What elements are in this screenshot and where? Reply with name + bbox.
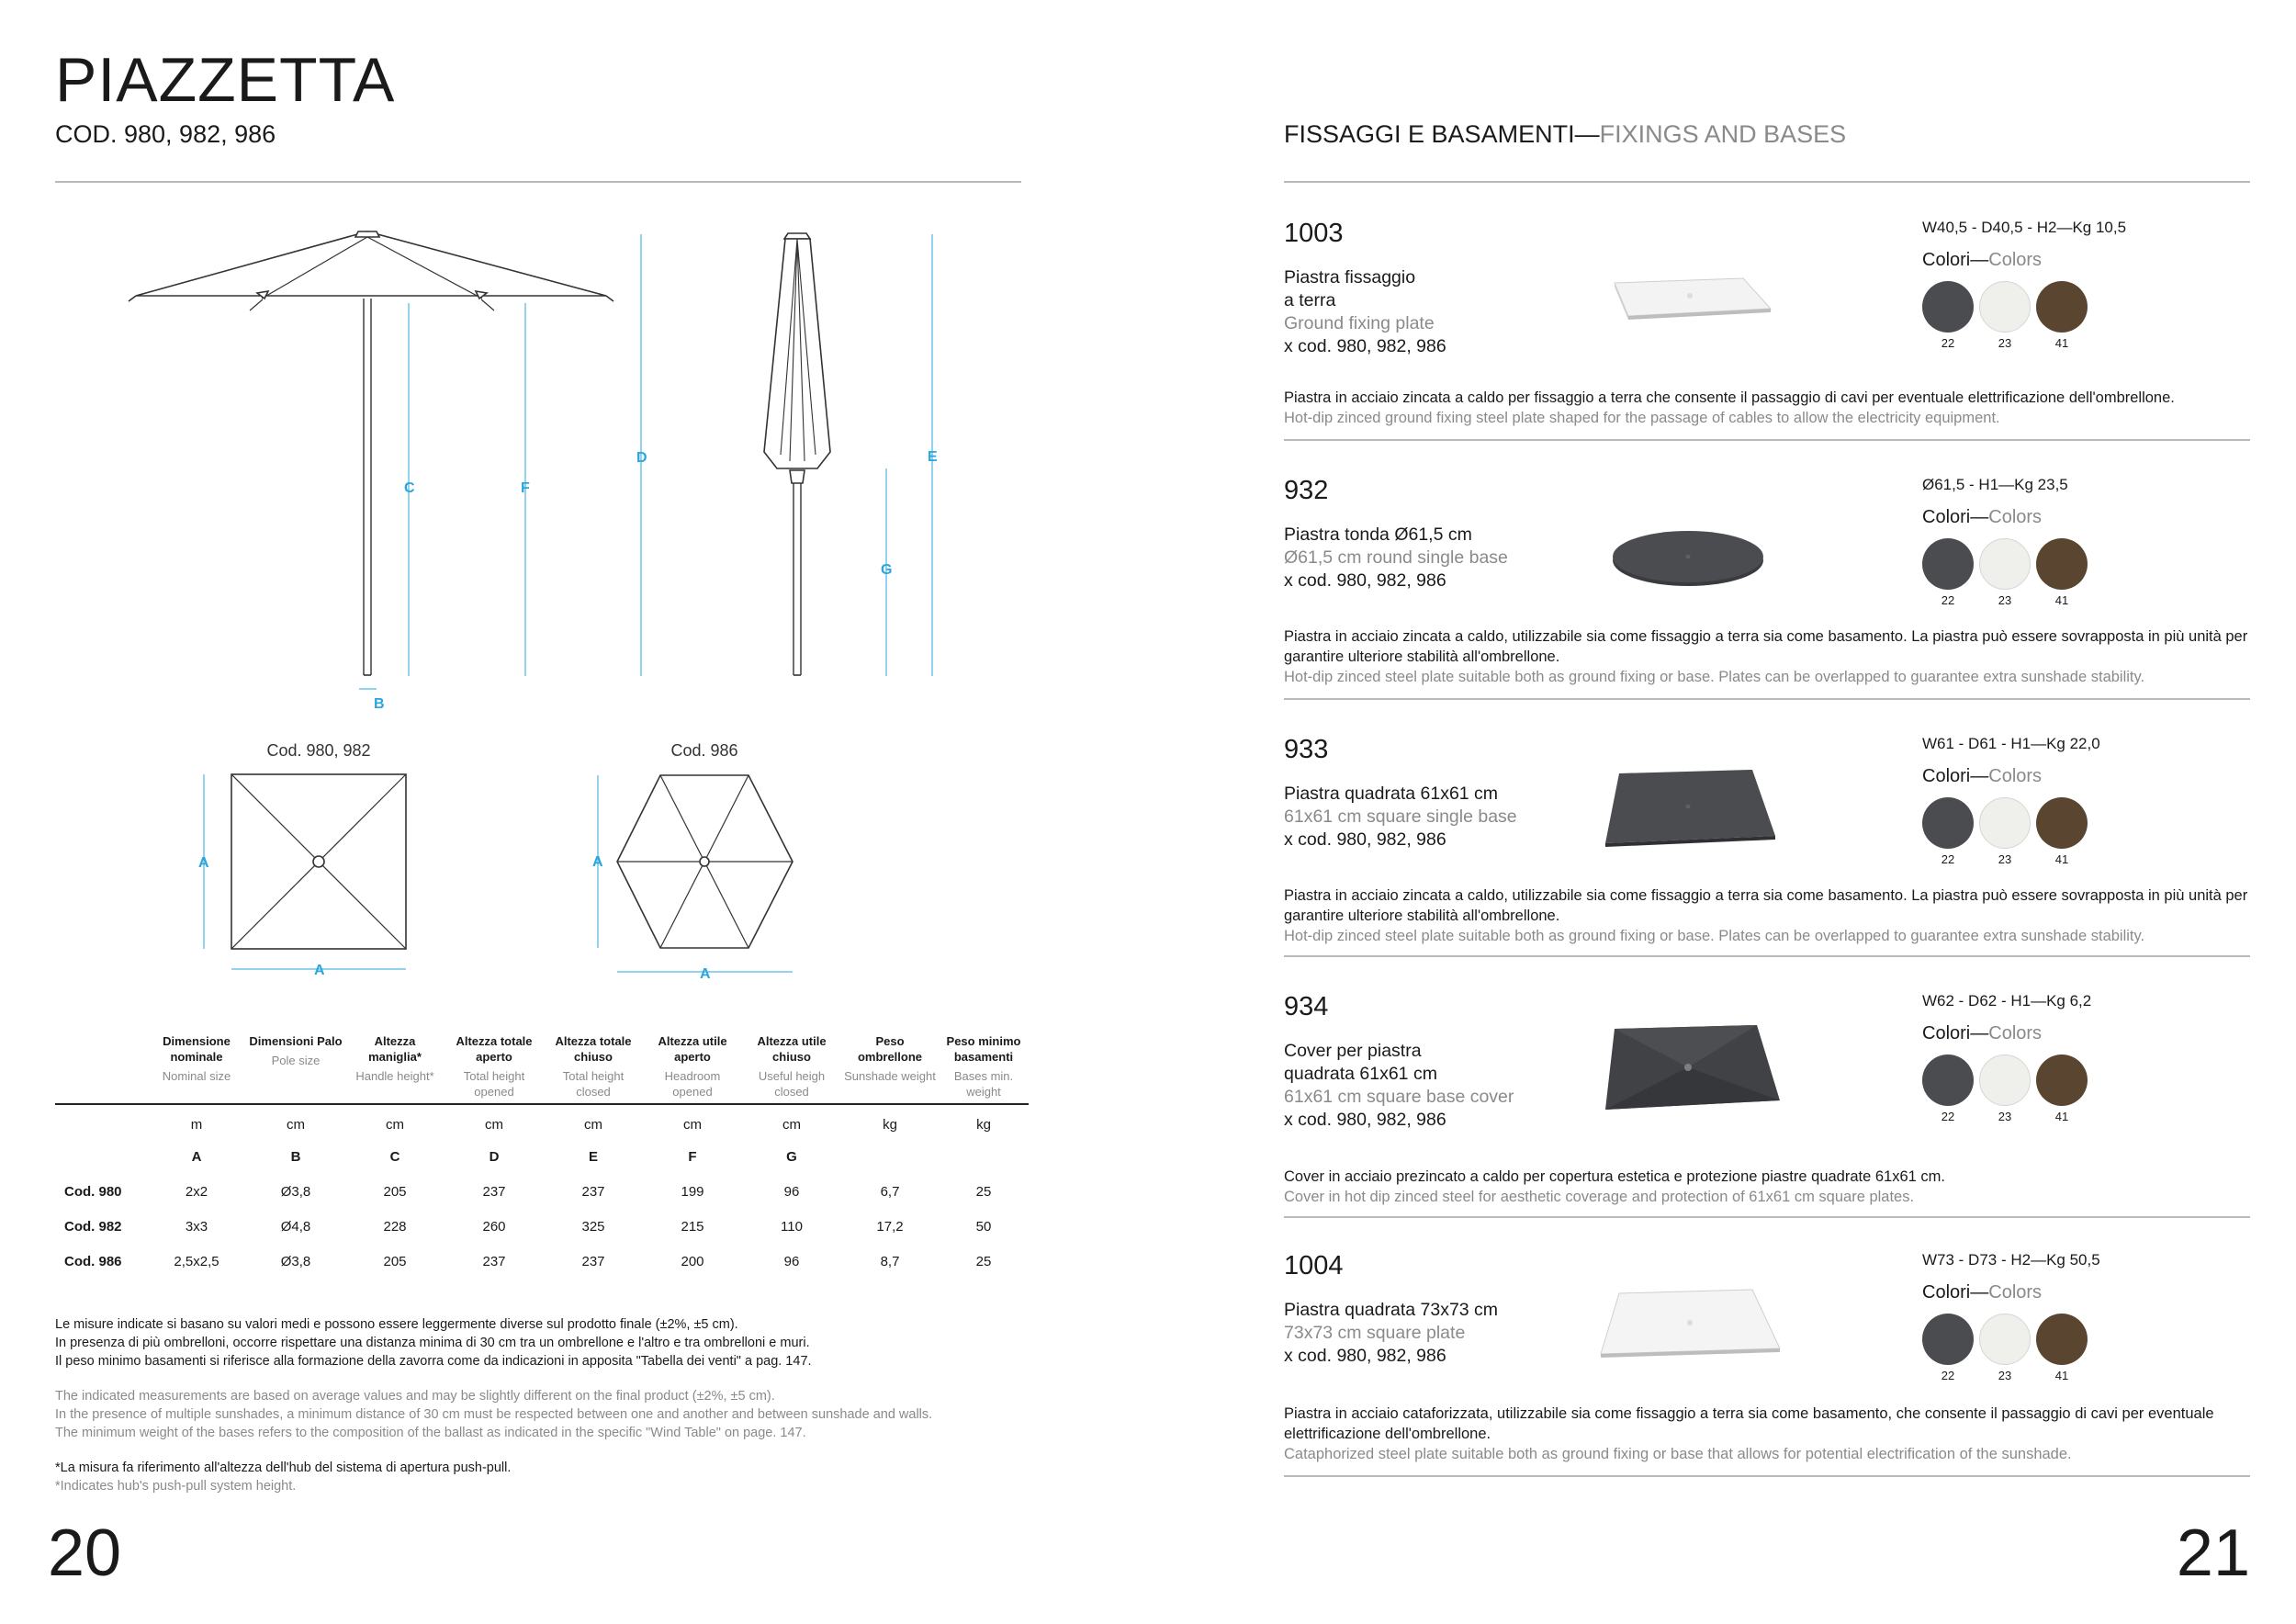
- table-header-cell: Peso ombrellone Sunshade weight: [844, 1034, 936, 1083]
- table-cell: 8,7: [880, 1253, 900, 1269]
- right-page: [1284, 0, 2250, 1624]
- hexagon-plan-drawing: [617, 775, 793, 948]
- note-en-2: In the presence of multiple sunshades, a minimum distance of 30 cm must be respected between one and another and between sunshade and walls.: [55, 1407, 933, 1422]
- hex-dimension-a-horizontal: A: [700, 966, 711, 982]
- table-units-row: [55, 1104, 1029, 1139]
- closed-umbrella-drawing: [764, 233, 830, 675]
- title-divider: [55, 181, 1021, 183]
- color-swatch-22[interactable]: [1922, 797, 1974, 849]
- unit-cell: cm: [287, 1117, 305, 1133]
- table-cell: 215: [681, 1218, 704, 1235]
- table-header-cell: Altezza utile chiuso Useful heigh closed: [757, 1034, 827, 1099]
- swatch-number: 22: [1941, 1369, 1955, 1382]
- table-cell: 237: [482, 1253, 506, 1269]
- measurement-notes: [55, 1315, 1029, 1495]
- table-cell: 237: [482, 1183, 506, 1200]
- square-dimension-a-horizontal: A: [314, 963, 325, 978]
- dimension-c-label: C: [404, 480, 415, 496]
- swatch-number: 23: [1998, 852, 2012, 866]
- dimension-d-label: D: [636, 450, 647, 466]
- color-swatch-41[interactable]: [2036, 797, 2088, 849]
- unit-cell: kg: [976, 1117, 991, 1133]
- table-cell: 2,5x2,5: [174, 1253, 219, 1269]
- letter-cell: E: [588, 1148, 598, 1165]
- left-page: [48, 0, 1029, 1624]
- letter-cell: C: [389, 1148, 400, 1165]
- color-swatches: [1922, 281, 2124, 355]
- swatch-number: 23: [1998, 1110, 2012, 1123]
- table-cell: 17,2: [876, 1218, 904, 1235]
- specification-table: [55, 1033, 1029, 1279]
- note-it-3: Il peso minimo basamenti si riferisce alla formazione della zavorra come da indicazioni in apposita "Tabella dei venti" a pag. 147.: [55, 1354, 812, 1369]
- table-cell: 200: [681, 1253, 704, 1269]
- round-base-image: [1587, 494, 1789, 595]
- table-cell: 25: [975, 1183, 992, 1200]
- letter-cell: [841, 1139, 939, 1174]
- color-swatch-41[interactable]: [2036, 1054, 2088, 1106]
- colors-title: Colori—Colors: [1922, 1282, 2043, 1303]
- unit-cell: cm: [485, 1117, 503, 1133]
- unit-cell: cm: [386, 1117, 404, 1133]
- table-header-corner: [55, 1033, 147, 1104]
- color-swatch-22[interactable]: [1922, 1314, 1974, 1365]
- color-swatch-22[interactable]: [1922, 281, 1974, 333]
- unit-cell: cm: [782, 1117, 801, 1133]
- open-umbrella-drawing: [129, 231, 613, 675]
- row-label: Cod. 980: [64, 1183, 122, 1200]
- dimension-b-label: B: [374, 696, 385, 712]
- color-swatch-23[interactable]: [1979, 797, 2031, 849]
- unit-cell: m: [190, 1117, 203, 1133]
- dimension-e-label: E: [928, 449, 938, 465]
- product-specs: Ø61,5 - H1—Kg 23,5: [1922, 476, 2068, 493]
- swatch-number: 41: [2054, 1110, 2069, 1123]
- product-name: Cover per piastra quadrata 61x61 cm 61x61 cm square base cover x cod. 980, 982, 986: [1284, 1041, 1514, 1130]
- product-933: [1284, 735, 2250, 955]
- square-plan-drawing: [231, 774, 406, 949]
- table-cell: 325: [581, 1218, 605, 1235]
- table-header-cell: Peso minimo basamenti Bases min. weight: [946, 1034, 1021, 1099]
- table-cell: 96: [783, 1253, 800, 1269]
- section-title: FISSAGGI E BASAMENTI—FIXINGS AND BASES: [1284, 120, 1847, 148]
- table-letters-row: [55, 1139, 1029, 1174]
- colors-title: Colori—Colors: [1922, 766, 2043, 786]
- product-description: Piastra in acciaio cataforizzata, utilizzabile sia come fissaggio a terra sia come basamento, che consente il passaggio di cavi per eventuale elettrificazione dell'ombrellone. Cataphorized steel plate suitable both as ground fixing or base that allows for potential electrification of the sunshade.: [1284, 1405, 2214, 1462]
- swatch-number: 41: [2054, 593, 2069, 607]
- page-number-right: 21: [2176, 1517, 2250, 1590]
- product-code: 1003: [1284, 219, 1344, 248]
- color-swatch-23[interactable]: [1979, 1054, 2031, 1106]
- swatch-number: 23: [1998, 1369, 2012, 1382]
- letter-cell: F: [688, 1148, 697, 1165]
- colors-title: Colori—Colors: [1922, 1023, 2043, 1043]
- product-code: 1004: [1284, 1251, 1344, 1280]
- table-cell: Ø4,8: [280, 1218, 311, 1235]
- unit-cell: cm: [683, 1117, 702, 1133]
- product-codes: COD. 980, 982, 986: [55, 120, 276, 148]
- product-code: 932: [1284, 476, 1329, 505]
- unit-cell: cm: [584, 1117, 602, 1133]
- table-cell: 237: [581, 1253, 605, 1269]
- product-divider: [1284, 698, 2250, 700]
- product-code: 934: [1284, 992, 1329, 1021]
- hex-plan-label: Cod. 986: [670, 741, 738, 760]
- note-it-1: Le misure indicate si basano su valori medi e possono essere leggermente diverse sul prodotto finale (±2%, ±5 cm).: [55, 1317, 738, 1332]
- color-swatches: [1922, 1314, 2124, 1387]
- product-name: Piastra fissaggio a terra Ground fixing plate x cod. 980, 982, 986: [1284, 267, 1446, 356]
- row-label: Cod. 986: [64, 1253, 122, 1269]
- color-swatches: [1922, 1054, 2124, 1128]
- color-swatch-23[interactable]: [1979, 1314, 2031, 1365]
- product-name: Piastra tonda Ø61,5 cm Ø61,5 cm round single base x cod. 980, 982, 986: [1284, 524, 1508, 591]
- hex-dimension-a-vertical: A: [592, 854, 603, 870]
- product-name: Piastra quadrata 73x73 cm 73x73 cm square plate x cod. 980, 982, 986: [1284, 1300, 1499, 1366]
- product-name: Piastra quadrata 61x61 cm 61x61 cm square single base x cod. 980, 982, 986: [1284, 784, 1517, 850]
- table-cell: 199: [681, 1183, 704, 1200]
- table-header-cell: Dimensioni Palo Pole size: [249, 1034, 343, 1067]
- letter-cell: D: [489, 1148, 500, 1165]
- swatch-number: 23: [1998, 593, 2012, 607]
- square-plan-label: Cod. 980, 982: [266, 741, 371, 760]
- square-plate-73-image: [1587, 1269, 1789, 1370]
- product-1003: [1284, 219, 2250, 439]
- table-row: [55, 1209, 1029, 1244]
- table-cell: Ø3,8: [280, 1253, 311, 1269]
- table-header-cell: Dimensione nominale Nominal size: [162, 1034, 231, 1083]
- table-cell: 228: [383, 1218, 407, 1235]
- swatch-number: 41: [2054, 336, 2069, 350]
- note-en-3: The minimum weight of the bases refers to the composition of the ballast as indicated in the specific "Wind Table" on page. 147.: [55, 1426, 806, 1440]
- table-header-row: [55, 1033, 1029, 1104]
- color-swatch-23[interactable]: [1979, 281, 2031, 333]
- product-specs: W62 - D62 - H1—Kg 6,2: [1922, 992, 2092, 1009]
- table-cell: 96: [783, 1183, 800, 1200]
- dimension-f-label: F: [521, 480, 530, 496]
- table-cell: 237: [581, 1183, 605, 1200]
- table-cell: 50: [975, 1218, 992, 1235]
- table-cell: Ø3,8: [280, 1183, 311, 1200]
- swatch-number: 41: [2054, 1369, 2069, 1382]
- table-header-cell: Altezza maniglia* Handle height*: [355, 1034, 434, 1083]
- table-header-cell: Altezza totale aperto Total height opened: [456, 1034, 533, 1099]
- product-specs: W61 - D61 - H1—Kg 22,0: [1922, 735, 2100, 752]
- product-description: Piastra in acciaio zincata a caldo per fissaggio a terra che consente il passaggio di cavi per eventuale elettrificazione dell'ombrellone. Hot-dip zinced ground fixing steel plate shaped for the passage of cables to allow the electricity equipment.: [1284, 389, 2175, 426]
- note-en-1: The indicated measurements are based on average values and may be slightly different on the final product (±2%, ±5 cm).: [55, 1389, 775, 1404]
- page-number-left: 20: [48, 1517, 122, 1590]
- square-base-cover-image: [1587, 1010, 1789, 1111]
- footnote-en: *Indicates hub's push-pull system height.: [55, 1479, 297, 1494]
- product-code: 933: [1284, 735, 1329, 764]
- color-swatch-41[interactable]: [2036, 538, 2088, 590]
- table-row: [55, 1174, 1029, 1209]
- swatch-number: 23: [1998, 336, 2012, 350]
- colors-title: Colori—Colors: [1922, 507, 2043, 527]
- unit-cell: kg: [883, 1117, 897, 1133]
- page-title: PIAZZETTA: [55, 45, 396, 115]
- color-swatch-41[interactable]: [2036, 1314, 2088, 1365]
- table-cell: 2x2: [185, 1183, 208, 1200]
- color-swatches: [1922, 797, 2124, 871]
- table-cell: 260: [482, 1218, 506, 1235]
- color-swatch-22[interactable]: [1922, 1054, 1974, 1106]
- table-cell: 205: [383, 1253, 407, 1269]
- table-row: [55, 1244, 1029, 1279]
- swatch-number: 22: [1941, 593, 1955, 607]
- color-swatch-22[interactable]: [1922, 538, 1974, 590]
- square-base-image: [1587, 753, 1789, 854]
- product-description: Piastra in acciaio zincata a caldo, utilizzabile sia come fissaggio a terra sia come basamento. La piastra può essere sovrapposta in più unità per garantire ulteriore stabilità all'ombrellone. Hot-dip zinced steel plate suitable both as ground fixing or base. Plates can be overlapped to guarantee extra sunshade stability.: [1284, 887, 2248, 944]
- table-header-cell: Altezza totale chiuso Total height closed: [555, 1034, 632, 1099]
- product-1004: [1284, 1251, 2250, 1475]
- footnote-it: *La misura fa riferimento all'altezza dell'hub del sistema di apertura push-pull.: [55, 1460, 512, 1475]
- product-divider: [1284, 439, 2250, 441]
- color-swatch-23[interactable]: [1979, 538, 2031, 590]
- swatch-number: 22: [1941, 1110, 1955, 1123]
- square-dimension-a-vertical: A: [198, 855, 209, 871]
- product-specs: W40,5 - D40,5 - H2—Kg 10,5: [1922, 219, 2127, 236]
- table-cell: 25: [975, 1253, 992, 1269]
- note-it-2: In presenza di più ombrelloni, occorre rispettare una distanza minima di 30 cm tra un ombrellone e l'altro e tra ombrelloni e muri.: [55, 1336, 810, 1350]
- product-specs: W73 - D73 - H2—Kg 50,5: [1922, 1251, 2100, 1269]
- color-swatch-41[interactable]: [2036, 281, 2088, 333]
- colors-title: Colori—Colors: [1922, 250, 2043, 270]
- dimension-g-label: G: [881, 562, 893, 578]
- letter-cell: B: [290, 1148, 301, 1165]
- swatch-number: 41: [2054, 852, 2069, 866]
- table-cell: 205: [383, 1183, 407, 1200]
- product-divider: [1284, 1475, 2250, 1477]
- table-header-cell: Altezza utile aperto Headroom opened: [658, 1034, 727, 1099]
- product-description: Cover in acciaio prezincato a caldo per copertura estetica e protezione piastre quadrate 61x61 cm. Cover in hot dip zinced steel for aesthetic coverage and protection of 61x61 cm square plates.: [1284, 1168, 1945, 1205]
- swatch-number: 22: [1941, 336, 1955, 350]
- ground-fixing-plate-image: [1587, 237, 1789, 338]
- product-description: Piastra in acciaio zincata a caldo, utilizzabile sia come fissaggio a terra sia come basamento. La piastra può essere sovrapposta in più unità per garantire ulteriore stabilità all'ombrellone. Hot-dip zinced steel plate suitable both as ground fixing or base. Plates can be overlapped to guarantee extra sunshade stability.: [1284, 628, 2248, 685]
- letter-cell: [939, 1139, 1029, 1174]
- product-932: [1284, 476, 2250, 698]
- product-divider: [1284, 955, 2250, 957]
- table-cell: 110: [781, 1218, 803, 1235]
- table-cell: 3x3: [185, 1218, 208, 1235]
- letter-cell: G: [786, 1148, 797, 1165]
- product-divider: [1284, 1216, 2250, 1218]
- section-divider: [1284, 181, 2250, 183]
- product-934: [1284, 992, 2250, 1216]
- letter-cell: A: [191, 1148, 202, 1165]
- swatch-number: 22: [1941, 852, 1955, 866]
- table-cell: 6,7: [880, 1183, 900, 1200]
- color-swatches: [1922, 538, 2124, 612]
- row-label: Cod. 982: [64, 1218, 122, 1235]
- umbrella-technical-drawing: [55, 211, 1029, 1010]
